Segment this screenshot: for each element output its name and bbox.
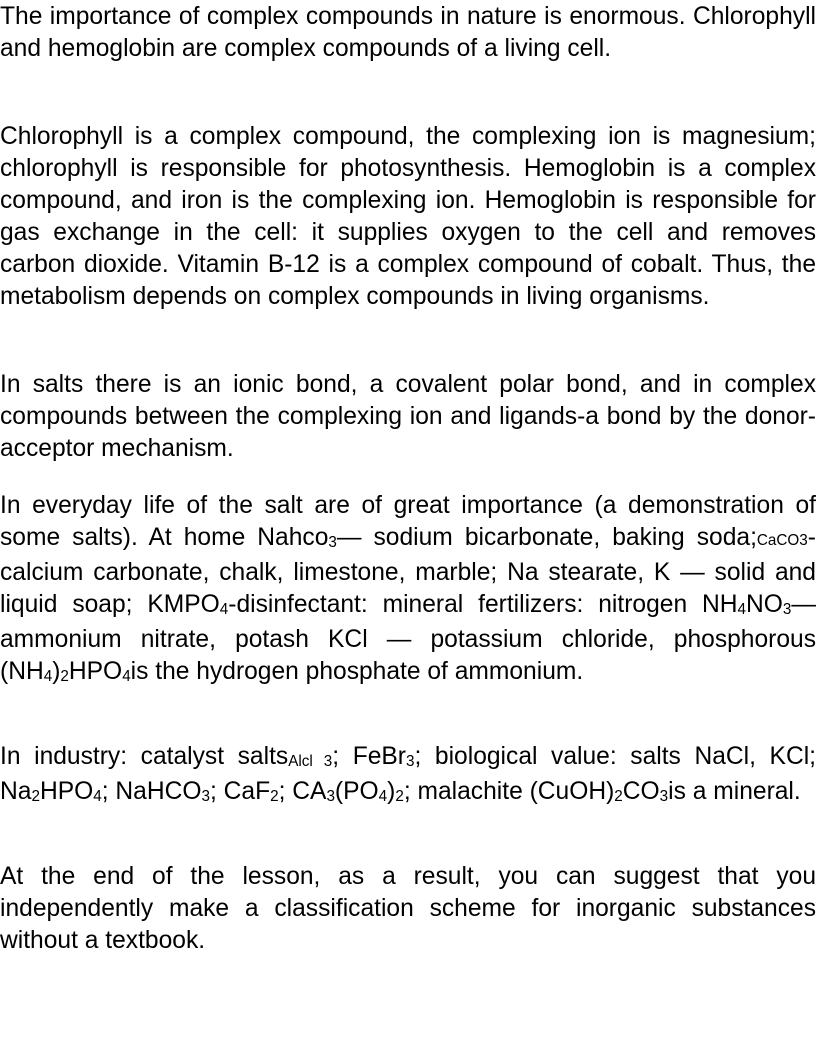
text-segment: ; FeBr <box>332 743 406 770</box>
text-segment: (PO <box>334 778 379 805</box>
subscript: 4 <box>219 600 229 618</box>
text-segment: ) <box>52 658 61 685</box>
text-segment: - calcium carbonate, chalk, limestone, marble; Na stearate, K — solid and liquid soap; KMPO <box>0 524 816 618</box>
subscript: Alcl 3 <box>288 752 333 770</box>
subscript: 3 <box>328 533 337 551</box>
text-segment: is a mineral. <box>668 778 801 805</box>
paragraph-chlorophyll-hemoglobin: Chlorophyll is a complex compound, the complexing ion is magnesium; chlorophyll is responsible for photosynthesis. Hemoglobin is a complex compound, and iron is the complexing ion. Hemoglobin is responsible for gas exchange in the cell: it supplies oxygen to the cell and removes carbon dioxide. Vitamin B-12 is a complex compound of cobalt. Thus, the metabolism depends on complex compounds in living organisms. <box>0 123 816 310</box>
text-segment: ; malachite (CuOH) <box>403 778 615 805</box>
subscript: 2 <box>31 787 40 805</box>
paragraph-salt-bonds: In salts there is an ionic bond, a covalent polar bond, and in complex compounds between the complexing ion and ligands-a bond by the donor-acceptor mechanism. <box>0 371 816 462</box>
text-segment: In everyday life of the salt are of great importance (a demonstration of some salts). At home Nahco <box>0 492 816 551</box>
text-segment: ; NaHCO <box>101 778 202 805</box>
subscript: 3 <box>659 787 669 805</box>
subscript: 2 <box>60 667 69 685</box>
paragraph-lesson-conclusion: At the end of the lesson, as a result, you can suggest that you independently make a classification scheme for inorganic substances without a textbook. <box>0 863 816 954</box>
subscript: 3 <box>201 787 210 805</box>
text-segment: HPO <box>39 778 94 805</box>
text-segment: — ammonium nitrate, potash KCl — potassium chloride, phosphorous (NH <box>0 591 816 685</box>
subscript: 4 <box>93 787 102 805</box>
text-segment: -disinfectant: mineral fertilizers: nitrogen NH <box>228 591 738 618</box>
text-segment: NO <box>746 591 783 618</box>
subscript: 3 <box>406 752 415 770</box>
text-segment: ; biological value: salts NaCl, KCl; Na <box>0 743 816 805</box>
subscript: 4 <box>737 600 747 618</box>
text-segment: In industry: catalyst salts <box>0 743 289 770</box>
paragraph-complex-compounds-intro: The importance of complex compounds in nature is enormous. Chlorophyll and hemoglobin are complex compounds of a living cell. <box>0 3 816 62</box>
paragraph-industry-salts <box>0 741 816 811</box>
paragraph-everyday-salts <box>0 490 816 691</box>
text-segment: — sodium bicarbonate, baking soda; <box>336 524 757 551</box>
subscript: 3 <box>326 787 335 805</box>
text-segment: HPO <box>68 658 123 685</box>
small-formula: CaCO3 <box>756 532 808 549</box>
subscript: 3 <box>782 600 792 618</box>
subscript: 4 <box>378 787 388 805</box>
text-segment: ) <box>387 778 396 805</box>
subscript: 4 <box>43 667 53 685</box>
subscript: 4 <box>122 667 131 685</box>
subscript: 2 <box>395 787 404 805</box>
text-segment: ; CaF <box>209 778 271 805</box>
text-segment: CO <box>622 778 660 805</box>
text-segment: is the hydrogen phosphate of ammonium. <box>130 658 584 685</box>
subscript: 2 <box>270 787 279 805</box>
subscript: 2 <box>614 787 623 805</box>
text-segment: ; CA <box>278 778 327 805</box>
